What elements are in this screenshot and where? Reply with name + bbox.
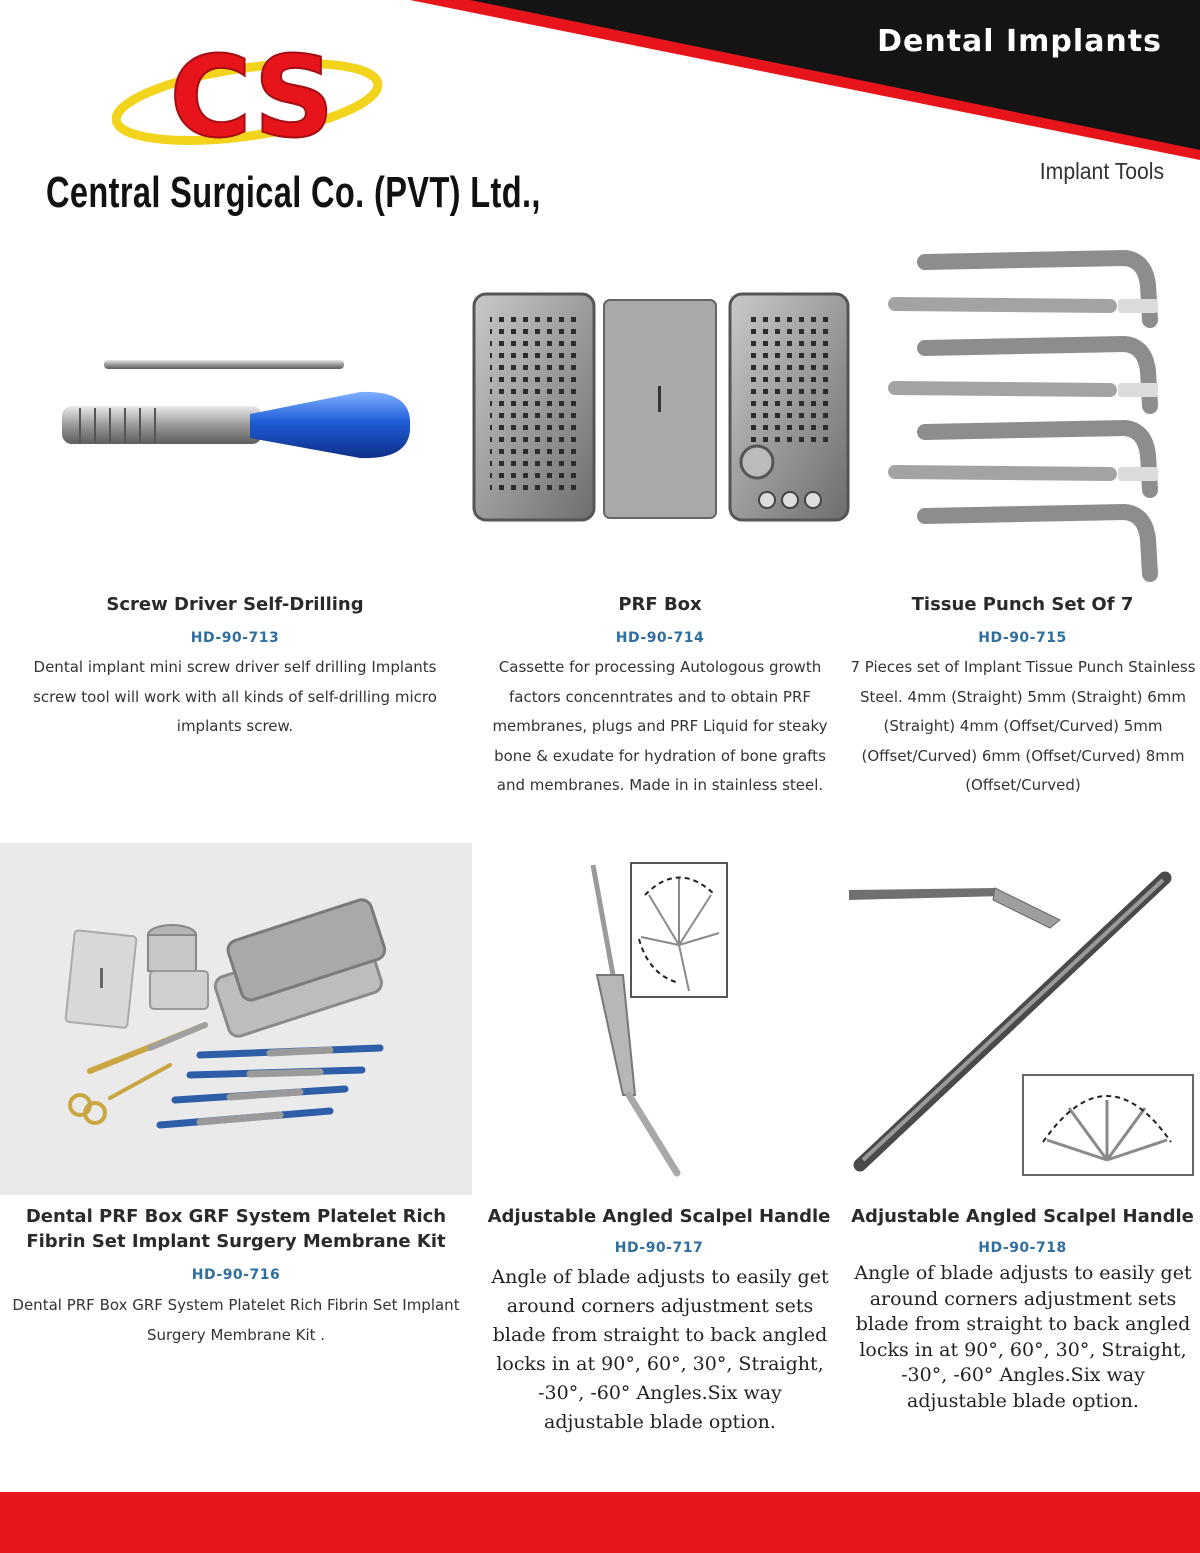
prf-kit-photo <box>0 843 472 1195</box>
product-name: PRF Box <box>618 594 702 615</box>
company-name: Central Surgical Co. (PVT) Ltd., <box>46 168 541 217</box>
page-subtitle: Implant Tools <box>1039 158 1164 184</box>
product-description: Angle of blade adjusts to easily get around corners adjustment sets blade from straight to back angled locks in at 90°, 60°, 30°, Straight, -30°, -60° Angles.Six way adjustable blade option. <box>491 1266 829 1433</box>
angled-scalpel-handle-image <box>845 860 1195 1185</box>
product-code: HD-90-716 <box>191 1267 281 1283</box>
product-name: Tissue Punch Set Of 7 <box>911 594 1134 615</box>
angled-scalpel-image <box>575 855 735 1185</box>
tissue-punch-set-image <box>880 240 1170 585</box>
product-name: Screw Driver Self-Drilling <box>106 594 364 615</box>
product-description: Dental PRF Box GRF System Platelet Rich Fibrin Set Implant Surgery Membrane Kit . <box>12 1296 460 1344</box>
prf-box-image <box>472 290 852 525</box>
product-description: Cassette for processing Autologous growth factors concenntrates and to obtain PRF membranes, plugs and PRF Liquid for steaky bone & exudate for hydration of bone grafts and membranes. Made in in stainless steel. <box>492 658 828 794</box>
logo-text: CS <box>169 40 335 160</box>
company-logo <box>112 40 392 160</box>
product-code: HD-90-717 <box>614 1240 704 1256</box>
product-code: HD-90-715 <box>978 630 1067 646</box>
product-description: 7 Pieces set of Implant Tissue Punch Stainless Steel. 4mm (Straight) 5mm (Straight) 6mm (Straight) 4mm (Offset/Curved) 5mm (Offset/Curved) 6mm (Offset/Curved) 8mm (Offset/Curved) <box>850 658 1196 794</box>
product-name: Dental PRF Box GRF System Platelet Rich Fibrin Set Implant Surgery Membrane Kit <box>25 1206 447 1252</box>
product-code: HD-90-718 <box>978 1240 1067 1256</box>
product-code: HD-90-713 <box>190 630 280 646</box>
product-description: Angle of blade adjusts to easily get around corners adjustment sets blade from straight to back angled locks in at 90°, 60°, 30°, Straight, -30°, -60° Angles.Six way adjustable blade option. <box>854 1262 1192 1412</box>
product-name: Adjustable Angled Scalpel Handle <box>487 1206 831 1227</box>
screw-driver-image <box>40 330 430 470</box>
product-name: Adjustable Angled Scalpel Handle <box>851 1206 1194 1227</box>
page-title: Dental Implants <box>877 24 1162 59</box>
product-description: Dental implant mini screw driver self drilling Implants screw tool will work with all kinds of self-drilling micro implants screw. <box>33 658 437 735</box>
product-code: HD-90-714 <box>615 630 705 646</box>
footer-bar <box>0 1492 1200 1553</box>
